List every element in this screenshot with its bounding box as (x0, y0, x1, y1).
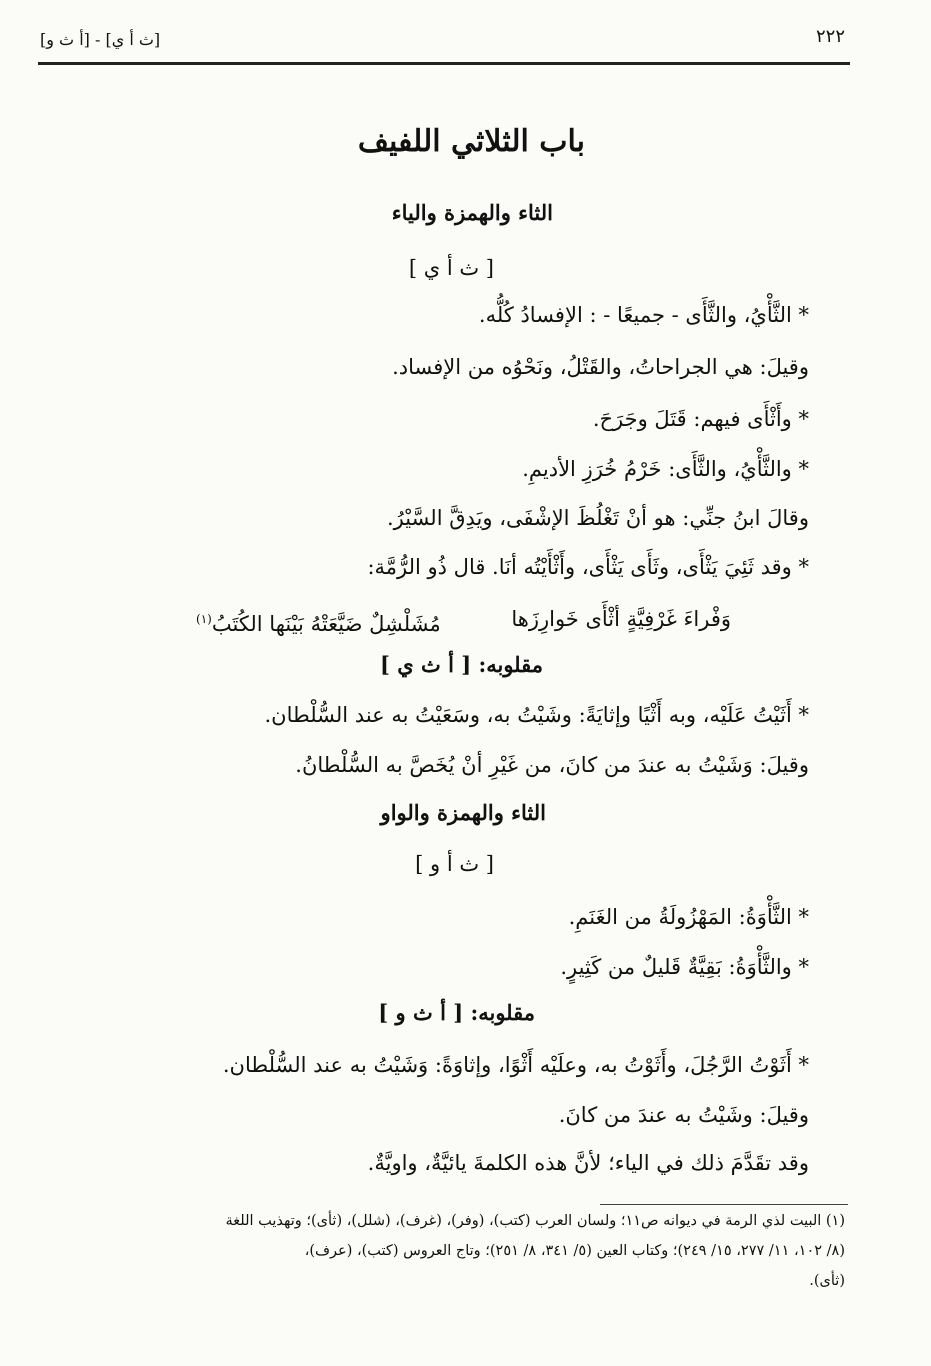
inverted-heading-1: مقلوبه: [ أ ث ي ] (380, 652, 543, 677)
entry-line: * والثَّأْيُ، والثَّأَى: خَرْمُ خُرَزِ الأديمِ. (522, 457, 809, 481)
running-head: [ث أ ي] - [أ ث و] (40, 30, 161, 49)
entry-line: وقيلَ: وشَيْتُ به عندَ من كانَ. (558, 1103, 809, 1127)
entry-line: وقالَ ابنُ جنِّي: هو أنْ تَغْلُظَ الإشْفَى، ويَدِقَّ السَّيْرُ. (386, 506, 809, 530)
verse-second-hemistich (196, 604, 441, 639)
inverted-heading-2: مقلوبه: [ أ ث و ] (378, 1000, 535, 1025)
entry-line: * أَثَيْتُ عَلَيْه، وبه أَثْيًا وإثايَةً: وشَيْتُ به، وسَعَيْتُ به عند السُّلْطان. (264, 703, 809, 727)
footnote-line: (٨/ ١٠٢، ١١/ ٢٧٧، ١٥/ ٢٤٩)؛ وكتاب العين (٥/ ٣٤١، ٨/ ٢٥١)؛ وتاج العروس (كتب)، (عرف)، (304, 1243, 845, 1259)
entry-line: وقد تقَدَّمَ ذلك في الياء؛ لأنَّ هذه الكلمةَ يائيَّةٌ، واويَّةٌ. (367, 1151, 809, 1175)
entry-line: * الثَّأْيُ، والثَّأَى - جميعًا - : الإفسادُ كُلُّه. (478, 303, 809, 327)
header-rule (38, 62, 850, 65)
footnote-line: (١) البيت لذي الرمة في ديوانه ص١١؛ ولسان العرب (كتب)، (وفر)، (غرف)، (شلل)، (ثأى)؛ وتهذيب اللغة (225, 1213, 845, 1229)
entry-line: وقيلَ: وَشَيْتُ به عندَ من كانَ، من غَيْرِ أنْ يُخَصَّ به السُّلْطانُ. (295, 753, 809, 777)
footnote-marker: (١) (196, 612, 212, 626)
verse-first-hemistich: وَفْراءَ غَرْفِيَّةٍ أثْأَى خَوارِزَها (511, 607, 731, 631)
entry-line: وقيلَ: هي الجراحاتُ، والقَتْلُ، ونَحْوُه من الإفساد. (392, 355, 809, 379)
entry-line: * الثَّأْوَةُ: المَهْزُولَةُ من الغَنَمِ. (568, 905, 809, 929)
footnote-line: (ثأى). (809, 1273, 845, 1289)
section-heading-1: الثاء والهمزة والياء (391, 200, 553, 225)
root-heading-2: [ ث أ و ] (415, 852, 494, 876)
section-heading-2: الثاء والهمزة والواو (380, 800, 546, 825)
footnote-rule (600, 1204, 848, 1205)
chapter-title: باب الثلاثي اللفيف (357, 124, 585, 159)
entry-line: * أَثَوْتُ الرَّجُلَ، وأَثَوْتُ به، وعلَيْه أَثْوًا، وإثاوَةً: وَشَيْتُ به عند السُّلْطان. (222, 1053, 809, 1077)
verse-second-hemistich-text: مُشَلْشِلٌ ضَيَّعَتْهُ بَيْنَها الكُتَبُ (211, 612, 441, 636)
page-number: ٢٢٢ (815, 26, 845, 47)
entry-line: * وقد ثَئِيَ يَثْأَى، وثَأَى يَثْأَى، وأَثْأَيْتُه أنَا. قال ذُو الرُّمَّة: (367, 555, 809, 579)
entry-line: * وأَثْأَى فيهم: قَتَلَ وجَرَحَ. (592, 407, 809, 431)
entry-line: * والثَّأْوَةُ: بَقِيَّةٌ قَليلٌ من كَثِيرٍ. (560, 955, 809, 979)
root-heading-1: [ ث أ ي ] (408, 256, 494, 280)
